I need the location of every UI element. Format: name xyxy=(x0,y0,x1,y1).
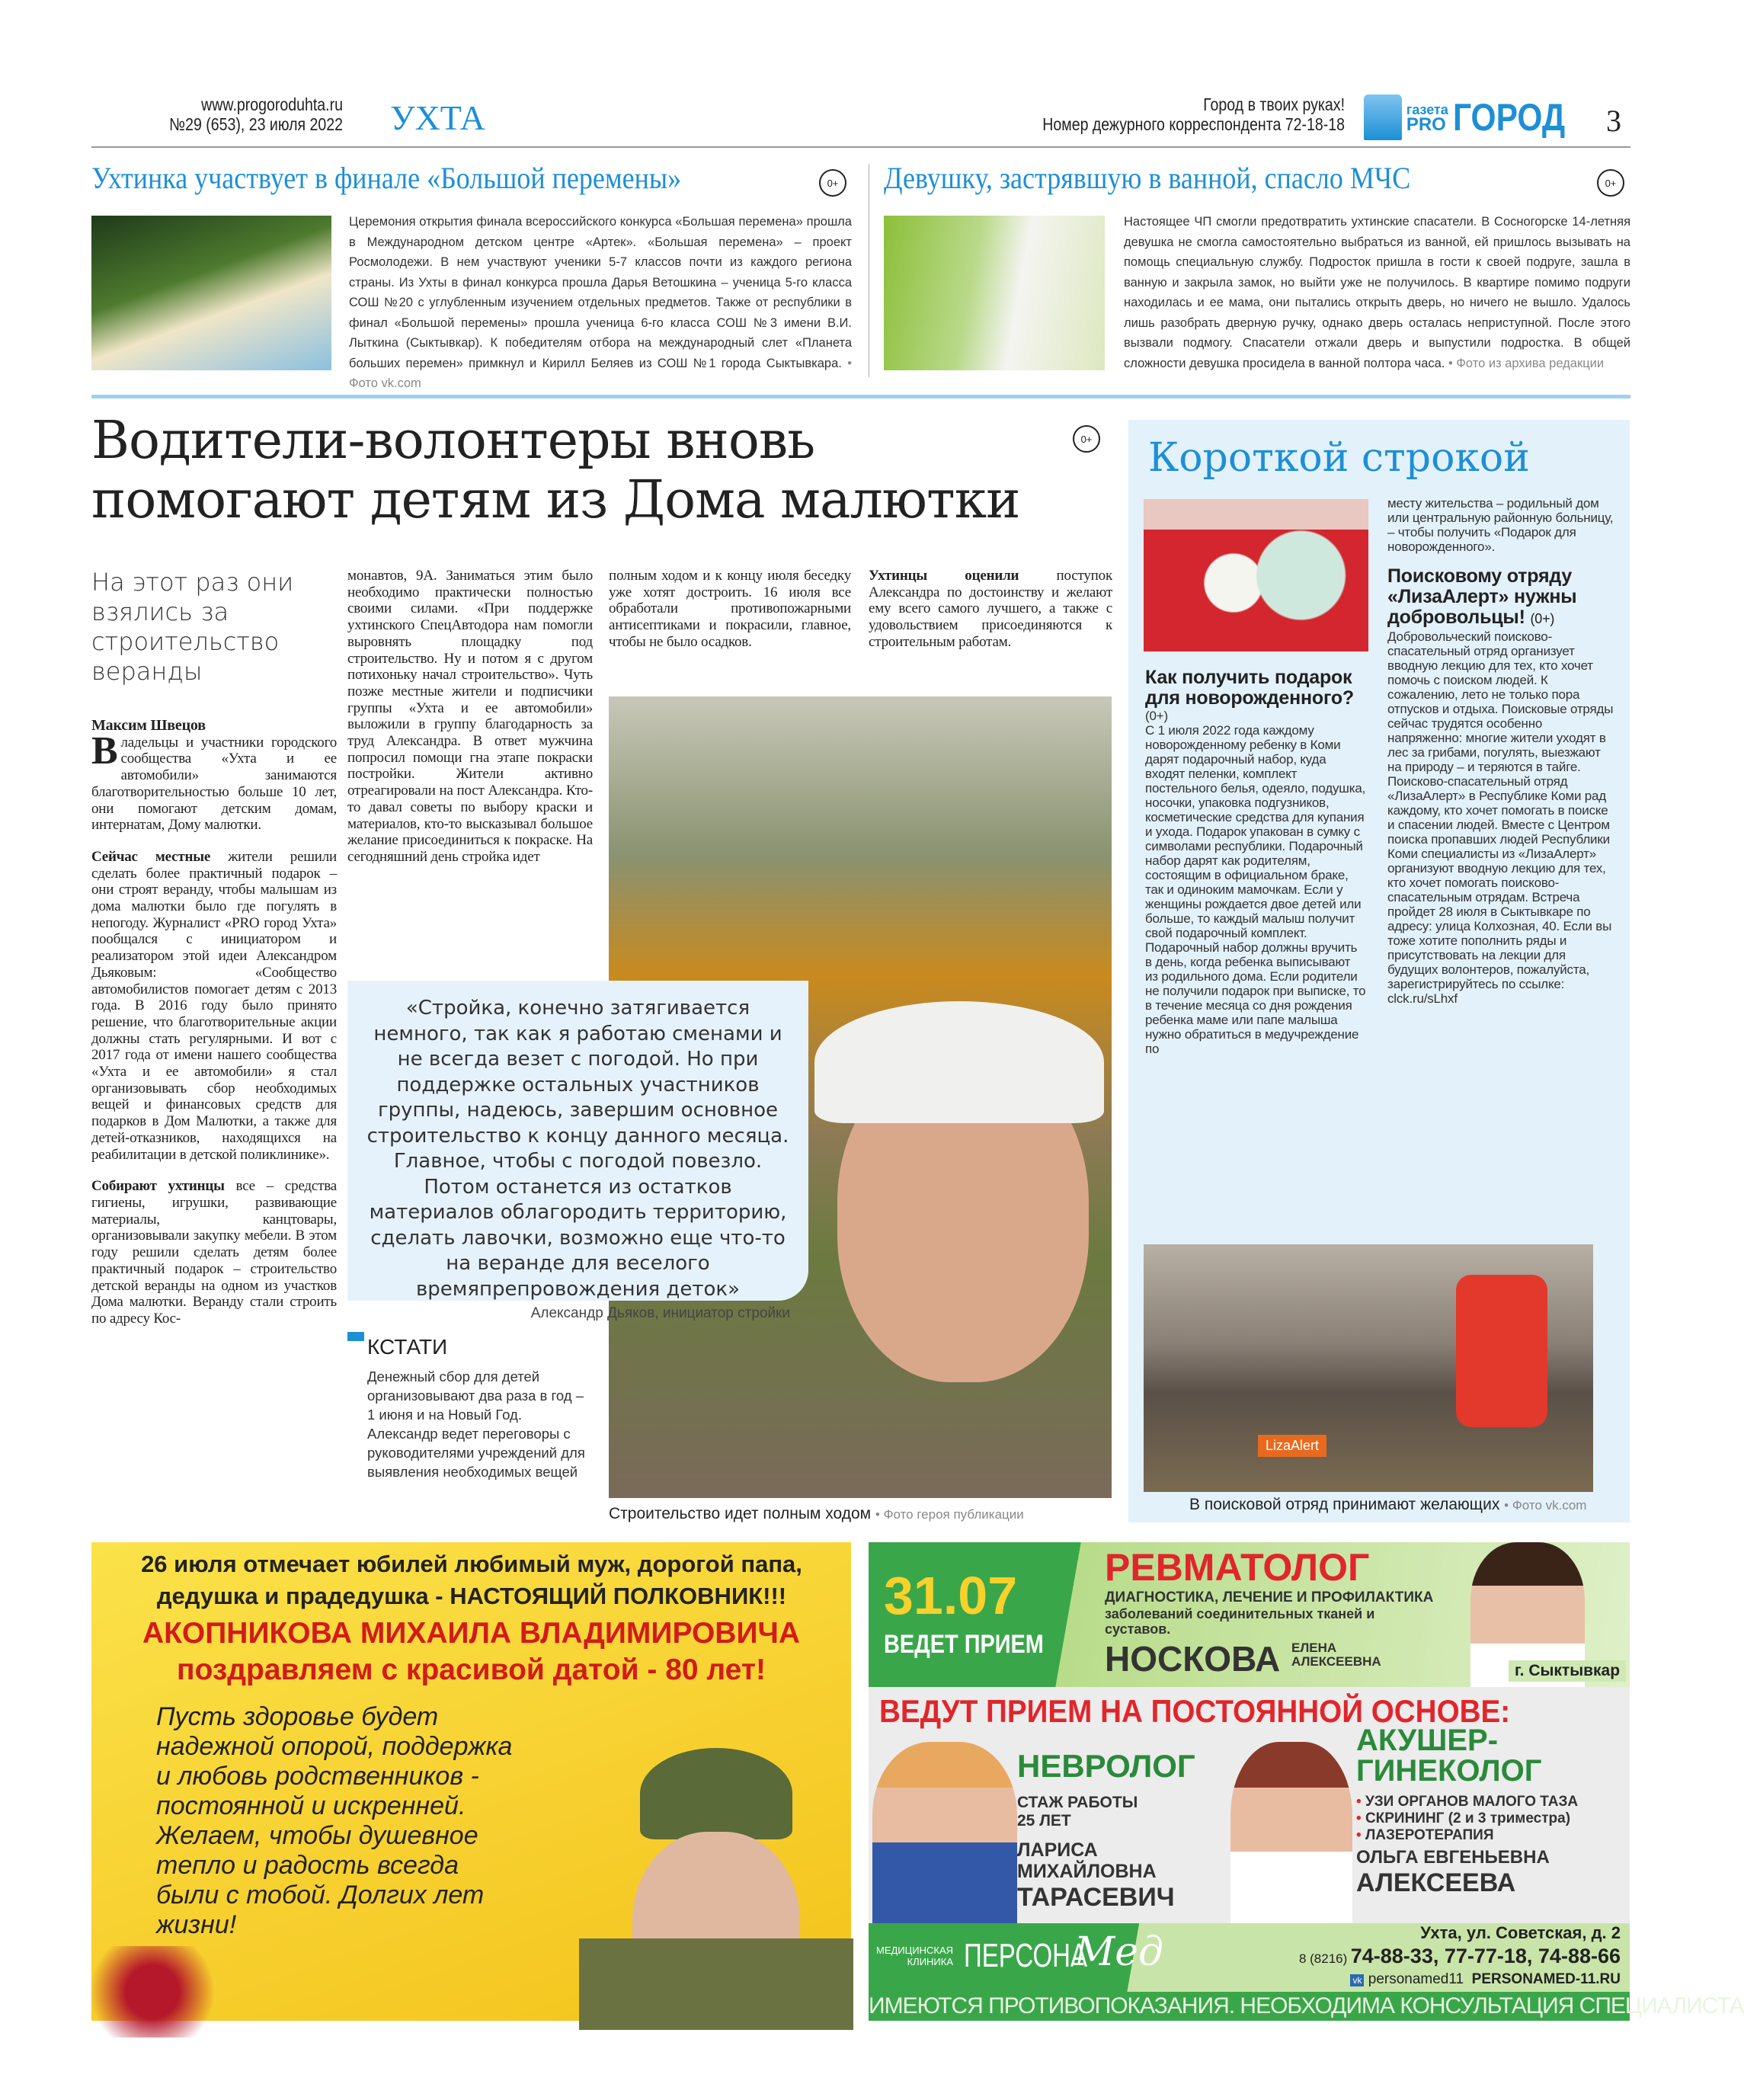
doctor-surname: НОСКОВА xyxy=(1105,1639,1281,1679)
kstati-marker xyxy=(347,1332,364,1341)
photo-credit: • Фото vk.com xyxy=(349,356,852,390)
congrats-line: поздравляем с красивой датой - 80 лет! xyxy=(177,1653,766,1686)
clinic-phones: 8 (8216) 74-88-33, 77-77-18, 74-88-66 xyxy=(1298,1945,1621,1967)
greeting-intro: 26 июля отмечает юбилей любимый муж, дорогой папа, дедушка и прадедушка - НАСТОЯЩИЙ ПОЛКОВНИК!!! xyxy=(141,1551,802,1609)
news-item-newborn xyxy=(1145,667,1366,1056)
photo-cap xyxy=(814,1001,1104,1123)
news-text: С 1 июля 2022 года каждому новорожденному ребенку в Коми дарят подарочный набор, куда входят пеленки, комплект постельного белья, одеяло, подушка, носочки, упаковка подгузников, косметические средства для купания и ухода. Подарок упакован в сумку с символами республики. Подарочный набор дарят как родителям, состоящим в официальном браке, так и одиноким мамочкам. Если у женщины рождается двое детей или больше, то каждый малыш получит свой подарочный комплект. Подарочный набор должны вручить в день, когда ребенка выписывают из родильного дома. Если родители не получили подарок при выписке, то в течение месяца со дня рождения ребенка маме или папе малыша нужно обратиться в медучреждение по xyxy=(1145,723,1366,1056)
short-news-2-title: Девушку, застрявшую в ванной, спасло МЧС xyxy=(884,161,1411,195)
specialty-gynecologist: АКУШЕР- xyxy=(1356,1724,1499,1757)
gift-set-photo xyxy=(1144,499,1368,651)
short-news-1-photo xyxy=(91,216,331,370)
photo-credit: • Фото vk.com xyxy=(1504,1498,1587,1513)
lead-in: Собирают ухтинцы xyxy=(91,1178,225,1195)
news-title: Поисковому отряду «ЛизаАлерт» нужны добровольцы! xyxy=(1387,565,1577,628)
service-item: • УЗИ ОРГАНОВ МАЛОГО ТАЗА xyxy=(1356,1794,1579,1810)
greeting-poem: Пусть здоровье будет надежной опорой, поддержка и любовь родственников - постоянной и искренней. Желаем, чтобы душевное тепло и радость всегда были с тобой. Долгих лет жизни! xyxy=(156,1702,513,1939)
article-column-2 xyxy=(347,568,593,881)
specialty-desc: заболеваний соединительных тканей и суставов. xyxy=(1105,1606,1375,1637)
doctor-patronymic: АЛЕКСЕЕВНА xyxy=(1291,1654,1381,1669)
appointment-date: 31.07 xyxy=(884,1566,1018,1625)
short-news-2-photo xyxy=(884,216,1105,370)
specialty-neurologist: НЕВРОЛОГ xyxy=(1017,1748,1195,1784)
logo-pro: PRO xyxy=(1406,114,1446,135)
quote-text: «Стройка, конечно затягивается немного, так как я работаю сменами и не всегда везет с погодой. Но при поддержке остальных участников группы, надеюсь, завершим основное строительство к концу данного месяца. Главное, чтобы с погодой повезло. Потом останется из остатков материалов облагородить территорию, сделать лавочки, возможно еще что-то на веранде для веселого времяпрепровождения деток» xyxy=(366,997,789,1301)
news-item-lizaalert xyxy=(1387,496,1616,1006)
short-news-1-title: Ухтинка участвует в финале «Большой перемены» xyxy=(91,161,682,195)
paragraph: все – средства гигиены, игрушки, развивающие материалы, канцтовары, организовывали закупку мебели. В этом году решили сделать детям более практичный подарок – строительство детской веранды на одном из участков Дома малютки. Веранду стали строить по адресу Кос- xyxy=(91,1178,337,1327)
short-news-2-text: Настоящее ЧП смогли предотвратить ухтинские спасатели. В Сосногорске 14-летняя девушка не смогла самостоятельно выбраться из ванной, ей пришлось вызывать на помощь специальную службу. Подросток пришла в гости к своей подруге, зашла в ванную и закрыла замок, но выйти уже не получилось. В квартире помимо подруги находилась и ее мама, они пытались открыть дверь, но ничего не вышло. Удалось лишь разобрать дверную ручку, однако дверь осталась неприступной. После этого вызвали подмогу. Спасатели отжали дверь и выпустили подростка. В общей сложности девушка просидела в ванной полтора часа. • Фото из архива редакции xyxy=(1124,215,1630,370)
paragraph: полным ходом и к концу июля беседку уже хотят достроить. 16 июля все обработали противопожарными антисептиками и покрасили, главное, чтобы не было осадков. xyxy=(609,568,851,650)
duty-phone: Номер дежурного корреспондента 72-18-18 xyxy=(1042,114,1345,134)
service-item: • СКРИНИНГ (2 и 3 триместра) xyxy=(1356,1810,1571,1826)
section-divider xyxy=(91,395,1630,399)
paragraph: монавтов, 9А. Заниматься этим было необходимо практически полностью своими силами. «При поддержке ухтинского СпецАвтодора нам помогли выровнять площадку под строительство. Ну и потом я с другом потихоньку начал строительство». Чуть позже местные жители и подписчики группы «Ухта и ее автомобили» выложили в группу благодарность за труд Александра. В ответ мужчина попросил помощи гна этапе покраски постройки. Жители активно отреагировали на пост Александра. Кто-то давал советы по выбору краски и материалов, кто-то высказывал большое желание присоединиться к покраске. На сегодняшний день стройка идет xyxy=(347,568,593,865)
page-number: 3 xyxy=(1606,104,1621,138)
age-rating: (0+) xyxy=(1145,709,1168,723)
service-item: • ЛАЗЕРОТЕРАПИЯ xyxy=(1356,1827,1494,1843)
doctor-surname: АЛЕКСЕЕВА xyxy=(1356,1868,1516,1897)
age-rating-badge: 0+ xyxy=(1073,425,1100,453)
article-column-4 xyxy=(869,568,1112,666)
logo-figure-icon xyxy=(1364,94,1402,140)
photo-caption: Строительство идет полным ходом • Фото героя публикации xyxy=(609,1505,1024,1522)
honoree-name: АКОПНИКОВА МИХАИЛА ВЛАДИМИРОВИЧА xyxy=(142,1617,801,1650)
roses-decoration xyxy=(76,1946,229,2038)
gynecologist-photo xyxy=(1230,1742,1352,1925)
logo-small: газета xyxy=(1406,102,1448,117)
search-team-photo xyxy=(1144,1244,1593,1492)
disclaimer: ИМЕЮТСЯ ПРОТИВОПОКАЗАНИЯ. НЕОБХОДИМА КОНСУЛЬТАЦИЯ СПЕЦИАЛИСТА xyxy=(869,1992,1630,2021)
clinic-website[interactable]: PERSONAMED-11.RU xyxy=(1471,1971,1621,1987)
newspaper-logo xyxy=(1364,94,1585,140)
short-news-1-text: Церемония открытия финала всероссийского конкурса «Большая перемена» прошла в Международном детском центре «Артек». «Большая перемена» – проект Росмолодежи. В нем участвуют ученики 5-7 классов почти из каждого региона страны. Из Ухты в финал конкурса прошла Дарья Ветошкина – ученица 5-го класса СОШ №20 с углубленным изучением отдельных предметов. Также от республики в финал «Большой перемены» прошла ученица 6-го класса СОШ №3 имени В.И. Лыткина (Сыктывкар). К победителям отбора на международный слет «Планета больших перемен» примкнул и Кирилл Беляев из СОШ №1 города Сыктывкара. • Фото vk.com xyxy=(349,215,852,390)
city-label: г. Сыктывкар xyxy=(1509,1660,1626,1682)
article-headline: Водители-волонтеры вновь помогают детям из Дома малютки xyxy=(91,411,1020,530)
article-subtitle: На этот раз они взялись за строительство веранды xyxy=(91,568,294,686)
photo-vest xyxy=(1456,1275,1547,1427)
birthday-greeting-ad xyxy=(91,1542,851,2021)
sidebar-short-news xyxy=(1128,420,1630,1522)
news-title: Как получить подарок для новорожденного? xyxy=(1145,667,1354,709)
clinic-logo-script: Мед xyxy=(1074,1929,1163,1975)
paragraph: поступок Александра по достоинству и желают ему всего самого лучшего, а также с удовольствием присоединяются к строительным работам. xyxy=(869,568,1112,650)
specialty-desc: ДИАГНОСТИКА, ЛЕЧЕНИЕ И ПРОФИЛАКТИКА xyxy=(1105,1589,1434,1605)
article-column-3 xyxy=(609,568,851,666)
permanent-banner: ВЕДУТ ПРИЕМ НА ПОСТОЯННОЙ ОСНОВЕ: xyxy=(879,1693,1511,1729)
paragraph: жители решили сделать более практичный подарок – они строят веранду, чтобы малышам из дома малютки было где погулять в непогоду. Журналист «PRO город Ухта» пообщался с инициатором и реализатором этой идеи Александром Дьяковым: «Сообщество автомобилистов помогает детям с 2013 года. В 2016 году было принято решение, что благотворительные акции должны стать регулярными. И вот с 2017 года от имени нашего сообщества «Ухта и ее автомобили» я стал организовывать сбор необходимых вещей и финансовых средств для подарков в Дом Малютки, а также для детей-отказников, находящихся на реабилитации в детской поликлинике». xyxy=(91,848,337,1163)
persona-med-ad xyxy=(869,1542,1744,2021)
doctor-first-name: ЕЛЕНА xyxy=(1291,1641,1337,1655)
clinic-type: МЕДИЦИНСКАЯ xyxy=(876,1945,954,1956)
service-list xyxy=(1356,1794,1578,1844)
logo-main: ГОРОД xyxy=(1452,96,1566,139)
photo-credit: • Фото героя публикации xyxy=(875,1507,1024,1522)
vk-icon: vk xyxy=(1350,1974,1364,1986)
kstati-text: Денежный сбор для детей организовывают два раза в год – 1 июня и на Новый Год. Александр ведет переговоры с руководителями учреждений для выявления необходимых вещей xyxy=(367,1369,585,1480)
doctor-surname: ТАРАСЕВИЧ xyxy=(1017,1883,1175,1912)
site-url[interactable]: www.progoroduhta.ru xyxy=(201,94,343,114)
kstati-title: КСТАТИ xyxy=(367,1335,448,1359)
doctor-name: ОЛЬГА ЕВГЕНЬЕВНА xyxy=(1356,1847,1550,1868)
quote-author: Александр Дьяков, инициатор стройки xyxy=(530,1305,790,1321)
header-divider xyxy=(91,146,1630,148)
photo-credit: • Фото из архива редакции xyxy=(1448,356,1605,370)
vest-label: LizaAlert xyxy=(1258,1435,1326,1457)
doctor-patronymic: МИХАЙЛОВНА xyxy=(1017,1861,1157,1882)
kstati-box xyxy=(347,1326,606,1522)
drop-cap: В xyxy=(91,728,118,773)
specialty-gynecologist: ГИНЕКОЛОГ xyxy=(1356,1754,1542,1788)
sidebar-title: Короткой строкой xyxy=(1148,435,1530,481)
paragraph: ладельцы и участники городского сообщества «Ухта и ее автомобили» занимаются благотворительностью больше 10 лет, они помогают детским домам, интернатам, Дому малютки. xyxy=(91,734,337,834)
vk-link[interactable]: personamed11 xyxy=(1368,1971,1464,1987)
issue-info: №29 (653), 23 июля 2022 xyxy=(169,114,343,134)
specialty-rheumatologist: РЕВМАТОЛОГ xyxy=(1105,1546,1370,1589)
photo-caption: В поисковой отряд принимают желающих • Фото vk.com xyxy=(1189,1496,1587,1513)
neurologist-photo xyxy=(872,1742,1017,1925)
age-rating-badge: 0+ xyxy=(819,169,846,197)
section-city: УХТА xyxy=(390,98,485,137)
clinic-logo: ПЕРСОНА xyxy=(964,1937,1087,1974)
news-text-continued: месту жительства – родильный дом или центральную районную больницу, – чтобы получить «Подарок для новорожденного». xyxy=(1387,496,1614,554)
slogan: Город в твоих руках! xyxy=(1203,94,1345,114)
header-slogan xyxy=(811,94,1345,134)
clinic-address: Ухта, ул. Советская, д. 2 xyxy=(1420,1923,1621,1942)
officer-uniform xyxy=(579,1938,853,2030)
experience-label: СТАЖ РАБОТЫ xyxy=(1017,1794,1138,1811)
pull-quote xyxy=(347,981,808,1321)
age-rating-badge: 0+ xyxy=(1597,169,1624,197)
header-meta xyxy=(91,94,343,134)
lead-in: Сейчас местные xyxy=(91,848,211,865)
appointment-label: ВЕДЕТ ПРИЕМ xyxy=(884,1630,1044,1659)
doctor-first-name: ЛАРИСА xyxy=(1017,1839,1098,1861)
age-rating: (0+) xyxy=(1530,611,1555,626)
officer-cap xyxy=(640,1748,792,1839)
clinic-type: КЛИНИКА xyxy=(907,1956,954,1967)
clinic-links xyxy=(1350,1971,1621,1988)
author-name: Максим Швецов xyxy=(91,717,206,734)
experience-value: 25 ЛЕТ xyxy=(1017,1812,1071,1829)
lead-in: Ухтинцы оценили xyxy=(869,568,1019,584)
article-column-1 xyxy=(91,718,337,1343)
news-text: Добровольческий поисково-спасательный отряд организует вводную лекцию для тех, кто хочет помочь с поиском людей. К сожалению, лето не только пора отпусков и отдыха. Поисковые отряды сейчас трудятся особенно напряженно: многие жители уходят в лес за грибами, погулять, выезжают на природу – и теряются в тайге. Поисково-спасательный отряд «ЛизаАлерт» в Республике Коми рад каждому, кто хочет помогать в поиске и спасении людей. Вместе с Центром поиска пропавших людей Республики Коми специалисты из «ЛизаАлерт» организуют вводную лекцию для тех, кто хочет помогать поисково-спасательным отрядам. Встреча пройдет 28 июля в Сыктывкаре по адресу: улица Колхозная, 40. Если вы тоже хотите пополнить ряды и присутствовать на лекции для будущих волонтеров, пожалуйста, зарегистрируйтесь по ссылке: clck.ru/sLhxf xyxy=(1387,629,1614,1006)
